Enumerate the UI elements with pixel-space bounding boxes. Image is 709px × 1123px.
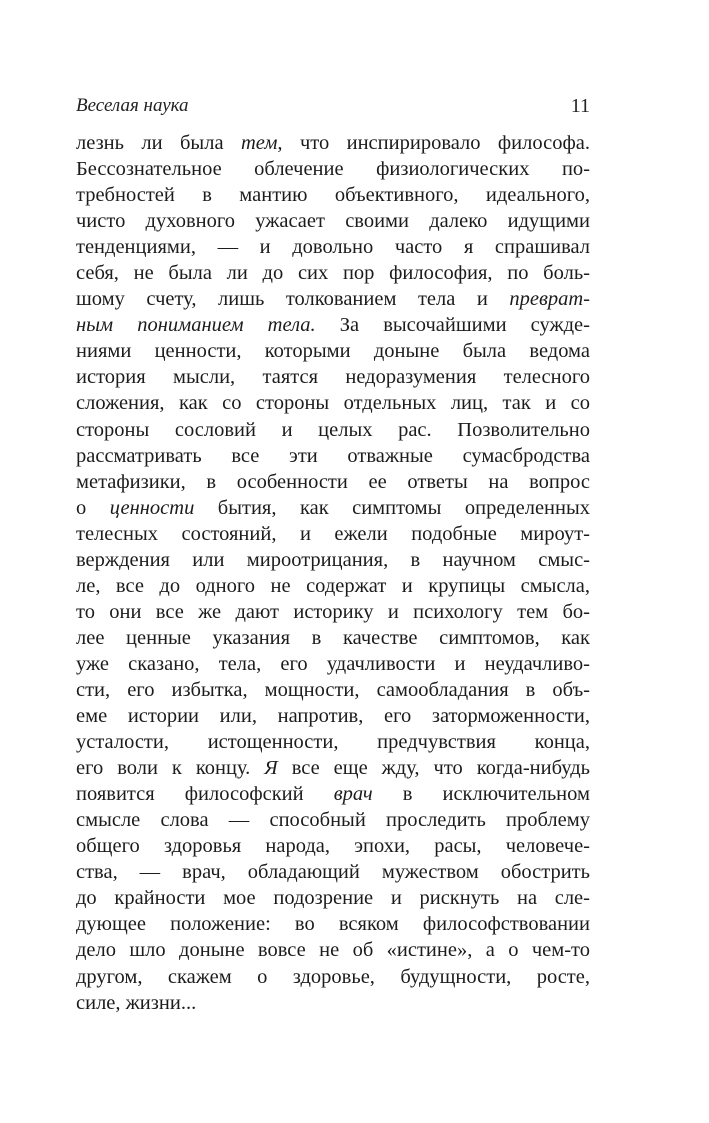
text-line (76, 807, 590, 833)
text-line (76, 677, 590, 703)
text-segment: шому счету, лишь толкованием тела и (76, 288, 510, 311)
text-segment: то они все же дают историку и психологу тем бо- (76, 600, 590, 623)
text-segment: рассматривать все эти отважные сумасбродства (76, 444, 590, 467)
italic-segment: врач (333, 783, 373, 806)
text-line (76, 417, 590, 443)
running-header (76, 92, 590, 120)
body-text (76, 130, 590, 1016)
text-segment: лее ценные указания в качестве симптомов, как (76, 626, 590, 649)
text-line (76, 338, 590, 364)
text-line (76, 964, 590, 990)
text-line (76, 443, 590, 469)
text-segment: о (76, 496, 110, 519)
text-line (76, 364, 590, 390)
text-segment: его воли к концу. (76, 757, 265, 780)
text-segment: в исключительном (372, 783, 590, 806)
italic-segment: Я (264, 757, 278, 780)
text-line (76, 260, 590, 286)
text-line (76, 234, 590, 260)
text-line (76, 156, 590, 182)
text-segment: бытия, как симптомы определенных (194, 496, 591, 519)
italic-segment: ценности (109, 496, 195, 519)
text-segment: появится философский (76, 783, 334, 806)
text-line (76, 495, 590, 521)
text-segment: что инспирировало философа. (282, 132, 590, 154)
text-segment: За высочайшими сужде- (315, 314, 590, 337)
text-segment: метафизики, в особенности ее ответы на вопрос (76, 470, 590, 493)
text-line (76, 703, 590, 729)
text-line (76, 573, 590, 599)
text-segment: тенденциями, — и довольно часто я спрашивал (76, 236, 590, 259)
text-line (76, 599, 590, 625)
text-line (76, 547, 590, 573)
text-line (76, 755, 590, 781)
text-segment: чисто духовного ужасает своими далеко идущими (76, 210, 590, 233)
text-segment: телесных состояний, и ежели подобные мироут- (76, 522, 590, 545)
text-line (76, 390, 590, 416)
text-line (76, 937, 590, 963)
text-line (76, 625, 590, 651)
text-segment: ниями ценности, которыми доныне была ведома (76, 340, 590, 363)
running-title: Веселая наука (76, 95, 189, 116)
text-segment: смысле слова — способный проследить проблему (76, 809, 590, 832)
italic-segment: тем, (240, 132, 283, 154)
text-line (76, 312, 590, 338)
text-segment: ства, — врач, обладающий мужеством обострить (76, 861, 590, 884)
text-line (76, 729, 590, 755)
text-line (76, 781, 590, 807)
text-segment: сложения, как со стороны отдельных лиц, так и со (76, 392, 590, 415)
text-line (76, 990, 590, 1016)
text-line (76, 911, 590, 937)
text-line (76, 208, 590, 234)
text-segment: требностей в мантию объективного, идеального, (76, 184, 590, 207)
text-segment: история мысли, таятся недоразумения телесного (76, 366, 590, 389)
text-line (76, 833, 590, 859)
text-line (76, 521, 590, 547)
text-segment: верждения или мироотрицания, в научном смыс- (76, 548, 590, 571)
text-segment: дело шло доныне вовсе не об «истине», а о чем-то (76, 939, 590, 962)
text-segment: уже сказано, тела, его удачливости и неудачливо- (76, 652, 590, 675)
text-segment: усталости, истощенности, предчувствия конца, (76, 731, 590, 754)
text-segment: другом, скажем о здоровье, будущности, росте, (76, 965, 590, 988)
text-segment: дующее положение: во всяком философствовании (76, 913, 590, 936)
text-line (76, 885, 590, 911)
text-segment: силе, жизни... (76, 991, 197, 1014)
text-line (76, 182, 590, 208)
page-number: 11 (570, 95, 590, 117)
text-segment: все еще жду, что когда-нибудь (277, 757, 590, 780)
text-segment: сти, его избытка, мощности, самообладания в объ- (76, 678, 590, 701)
text-segment: себя, не была ли до сих пор философия, по боль- (76, 262, 590, 285)
text-segment: Бессознательное облечение физиологических по- (76, 158, 590, 181)
text-line (76, 859, 590, 885)
text-line (76, 651, 590, 677)
text-segment: общего здоровья народа, эпохи, расы, человече- (76, 835, 590, 858)
text-line (76, 286, 590, 312)
text-segment: лезнь ли была (76, 132, 241, 154)
text-line (76, 130, 590, 156)
text-segment: еме истории или, напротив, его заторможенности, (76, 705, 590, 728)
text-segment: ле, все до одного не содержат и крупицы смысла, (76, 574, 590, 597)
italic-segment: преврат- (509, 288, 590, 311)
text-line (76, 469, 590, 495)
italic-segment: ным пониманием тела. (76, 314, 316, 337)
text-segment: до крайности мое подозрение и рискнуть на сле- (76, 887, 590, 910)
text-segment: стороны сословий и целых рас. Позволительно (76, 418, 590, 441)
